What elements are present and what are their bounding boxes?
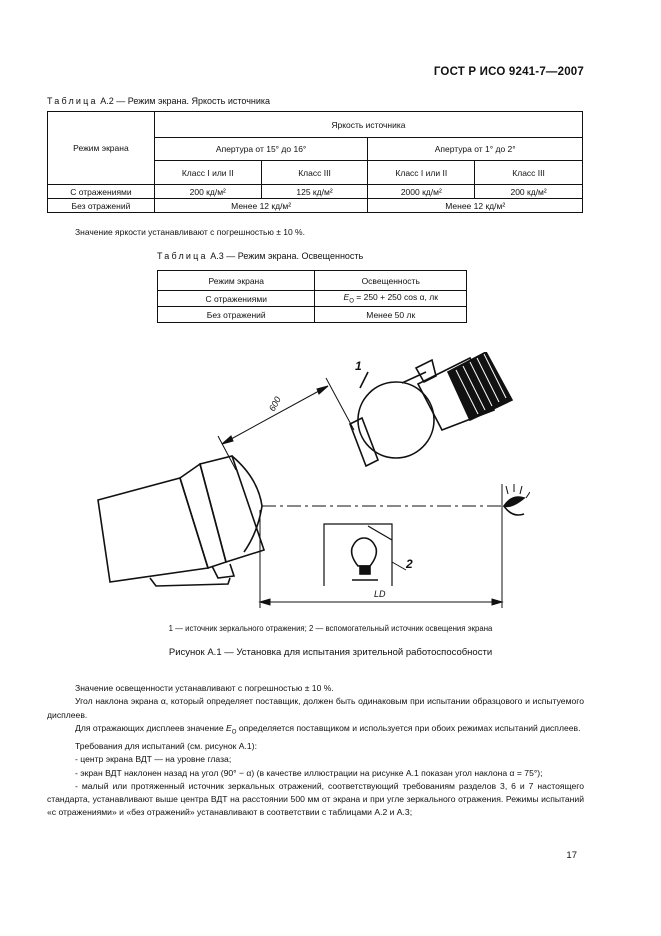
label-2: 2 bbox=[406, 557, 413, 571]
table-row: Без отражений Менее 50 лк bbox=[158, 307, 467, 323]
paragraph: - малый или протяженный источник зеркальных отражений, соответствующий требованиям разделов 3, 6 и 7 настоящего стандарта, устанавливают выше центра ВДТ на расстоянии 500 мм от экрана и при угле зеркального отражения. Режимы испытаний «с отражениями» и «без отражений» устанавливают в соответствии с таблицами А.2 и А.3; bbox=[47, 780, 584, 818]
page-number: 17 bbox=[566, 850, 577, 861]
table-a2-col-mode: Режим экрана bbox=[48, 112, 155, 185]
auxiliary-source-2 bbox=[324, 524, 413, 586]
figure-legend: 1 — источник зеркального отражения; 2 — вспомогательный источник освещения экрана bbox=[168, 624, 493, 633]
reflection-source-1 bbox=[350, 352, 512, 466]
brightness-note: Значение яркости устанавливают с погрешностью ± 10 %. bbox=[75, 227, 305, 237]
table-a2-caption: Таблица А.2 — Режим экрана. Яркость источника bbox=[47, 96, 271, 106]
table-a2-class: Класс I или II bbox=[368, 161, 475, 185]
table-a2-class: Класс III bbox=[261, 161, 368, 185]
paragraph: Значение освещенности устанавливают с погрешностью ± 10 %. bbox=[75, 683, 334, 693]
eye-icon bbox=[502, 484, 530, 608]
table-row: С отражениями 200 кд/м² 125 кд/м² 2000 кд/м² 200 кд/м² bbox=[48, 185, 583, 199]
paragraph: Для отражающих дисплеев значение $E_O$ определяется поставщиком и используется при обоих режимах испытаний дисплеев. bbox=[75, 722, 581, 736]
table-a3-caption: Таблица А.3 — Режим экрана. Освещенность bbox=[157, 251, 364, 261]
paragraph: Требования для испытаний (см. рисунок А.1): bbox=[75, 740, 257, 751]
table-a3-col-mode: Режим экрана bbox=[158, 271, 315, 291]
table-a2-aperture-b: Апертура от 1° до 2° bbox=[368, 138, 583, 161]
figure-a1-diagram bbox=[90, 352, 530, 622]
table-a3-col-illum: Освещенность bbox=[315, 271, 467, 291]
table-a2-aperture-a: Апертура от 15° до 16° bbox=[154, 138, 368, 161]
table-a2 bbox=[47, 111, 583, 213]
table-a2-class: Класс I или II bbox=[154, 161, 261, 185]
paragraph: - экран ВДТ наклонен назад на угол (90° − α) (в качестве иллюстрации на рисунке А.1 показан угол наклона α = 75°); bbox=[75, 767, 543, 778]
label-1: 1 bbox=[355, 359, 362, 373]
figure-title: Рисунок А.1 — Установка для испытания зрительной работоспособности bbox=[168, 647, 493, 658]
dimension-600-label: 600 bbox=[266, 394, 283, 413]
dimension-ld-label: LD bbox=[374, 589, 386, 599]
dimension-ld bbox=[260, 510, 502, 608]
vdt-monitor bbox=[98, 456, 264, 586]
table-a2-class: Класс III bbox=[475, 161, 583, 185]
table-row: Без отражений Менее 12 кд/м² Менее 12 кд/м² bbox=[48, 199, 583, 213]
table-a3 bbox=[157, 270, 467, 323]
table-a2-col-brightness: Яркость источника bbox=[154, 112, 582, 138]
table-row: С отражениями $E_O = 250 + 250$ cos α, лк bbox=[158, 291, 467, 307]
paragraph: Угол наклона экрана α, который определяет поставщик, должен быть одинаковым при испытании образцового и испытуемого дисплеев. bbox=[47, 696, 584, 720]
document-header: ГОСТ Р ИСО 9241-7—2007 bbox=[433, 66, 584, 78]
body-text bbox=[47, 682, 584, 820]
dimension-600 bbox=[218, 378, 354, 470]
paragraph: - центр экрана ВДТ — на уровне глаза; bbox=[75, 754, 232, 765]
